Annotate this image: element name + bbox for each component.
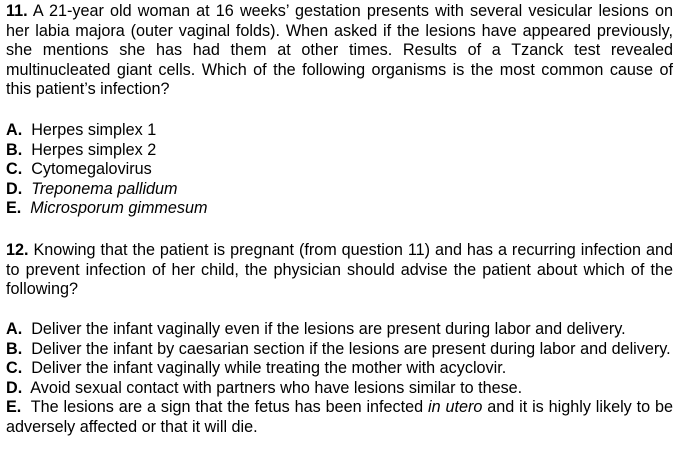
option-letter: C. — [6, 359, 23, 378]
question-12-options — [6, 320, 673, 438]
option-text: Herpes simplex 2 — [31, 140, 157, 159]
option-text: Herpes simplex 1 — [31, 121, 157, 139]
question-12 — [6, 241, 673, 300]
option-letter: C. — [6, 160, 23, 179]
option-d — [6, 180, 673, 200]
question-11-stem — [6, 2, 673, 100]
option-a — [6, 320, 673, 340]
option-b — [6, 141, 673, 161]
question-text: A 21-year old woman at 16 weeks’ gestation presents with several vesicular lesions on her labia majora (outer vaginal folds). When asked if the lesions have appeared previously, she mentions she has had them at other times. Results of a Tzanck test revealed multinucleated giant cells. Which of the following organisms is the most common cause of this patient’s infection? — [6, 2, 673, 99]
option-b — [6, 340, 673, 360]
option-text: Deliver the infant by caesarian section if the lesions are present during labor and delivery. — [31, 339, 671, 358]
option-text-italic: in utero — [428, 398, 483, 417]
option-letter: A. — [6, 320, 23, 338]
option-letter: D. — [6, 378, 23, 397]
option-c — [6, 160, 673, 180]
option-e — [6, 398, 673, 437]
question-11 — [6, 2, 673, 100]
option-letter: D. — [6, 179, 23, 198]
question-number: 12. — [6, 241, 29, 259]
option-d — [6, 379, 673, 399]
option-text: Deliver the infant vaginally while treating the mother with acyclovir. — [31, 359, 507, 378]
option-letter: B. — [6, 339, 23, 358]
option-letter: E. — [6, 199, 22, 218]
question-12-stem — [6, 241, 673, 300]
question-text: Knowing that the patient is pregnant (from question 11) and has a recurring infection and to prevent infection of her child, the physician should advise the patient about which of the following? — [6, 241, 673, 299]
option-text: Avoid sexual contact with partners who have lesions similar to these. — [30, 378, 523, 397]
option-letter: A. — [6, 121, 23, 139]
question-11-options — [6, 121, 673, 219]
option-text-before: The lesions are a sign that the fetus has been infected — [30, 398, 424, 417]
option-text: Microsporum gimmesum — [30, 199, 208, 218]
option-letter: E. — [6, 398, 22, 417]
option-text-after: and it is highly likely to be adversely affected or that it will die. — [6, 398, 673, 436]
option-text: Treponema pallidum — [31, 179, 178, 198]
option-letter: B. — [6, 140, 23, 159]
option-a — [6, 121, 673, 141]
option-text: Cytomegalovirus — [31, 160, 152, 179]
question-number: 11. — [6, 2, 28, 20]
option-e — [6, 199, 673, 219]
option-c — [6, 359, 673, 379]
option-text: Deliver the infant vaginally even if the lesions are present during labor and delivery. — [31, 320, 626, 338]
